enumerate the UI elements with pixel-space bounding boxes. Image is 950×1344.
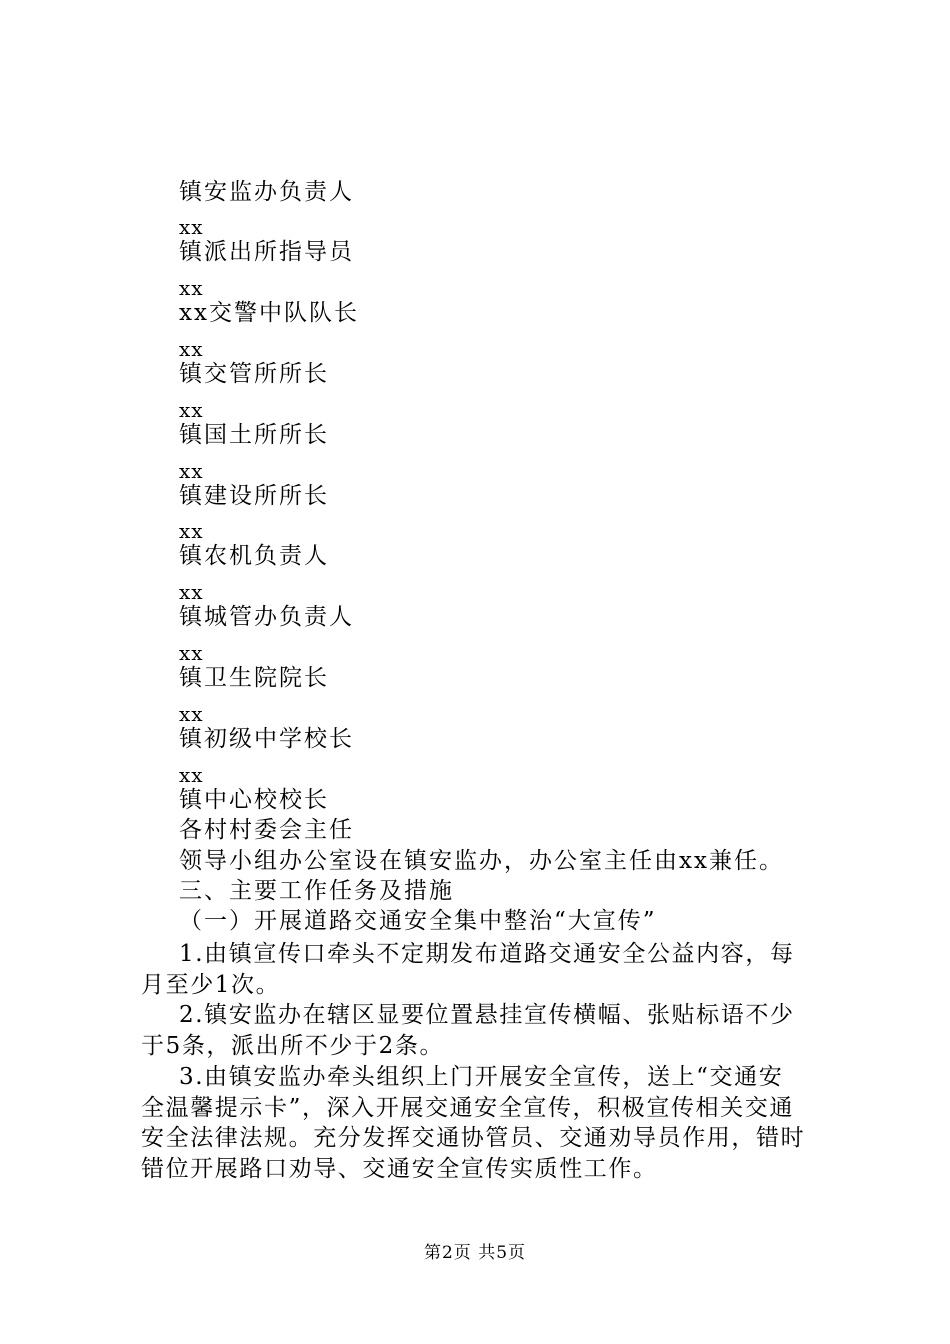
member-name: xx: [179, 763, 204, 787]
member-name: xx: [179, 459, 204, 483]
member-title: 镇中心校校长: [179, 787, 329, 813]
page-number: 第2页 共5页: [423, 1243, 527, 1263]
measure-item-1: [141, 939, 832, 1000]
member-title: 镇卫生院院长: [179, 665, 329, 691]
measure-item-3: [141, 1062, 832, 1184]
member-title: 镇建设所所长: [179, 483, 329, 509]
member-title: 镇派出所指导员: [179, 239, 354, 265]
paragraph-line: 2.镇安监办在辖区显要位置悬挂宣传横幅、张贴标语不少: [179, 1002, 795, 1028]
paragraph-line: 于5条，派出所不少于2条。: [141, 1032, 445, 1059]
office-statement: 领导小组办公室设在镇安监办，办公室主任由xx兼任。: [179, 848, 784, 874]
paragraph-line: 全温馨提示卡”，深入开展交通安全宣传，积极宣传相关交通: [141, 1094, 794, 1121]
member-title: 镇国土所所长: [179, 422, 329, 448]
section-heading: 三、主要工作任务及措施: [179, 878, 454, 904]
member-name: xx: [179, 702, 204, 726]
member-name: xx: [179, 215, 204, 239]
member-title: xx交警中队队长: [179, 300, 359, 326]
paragraph-line: 1.由镇宣传口牵头不定期发布道路交通安全公益内容，每: [179, 941, 795, 967]
member-name: xx: [179, 276, 204, 300]
member-name: xx: [179, 519, 204, 543]
paragraph-line: 月至少1次。: [141, 971, 281, 998]
member-title: 镇交管所所长: [179, 361, 329, 387]
member-title: 镇安监办负责人: [179, 179, 354, 205]
member-title: 各村村委会主任: [179, 817, 354, 843]
member-name: xx: [179, 337, 204, 361]
paragraph-line: 3.由镇安监办牵头组织上门开展安全宣传，送上“交通安: [179, 1064, 784, 1090]
member-title: 镇初级中学校长: [179, 726, 354, 752]
member-name: xx: [179, 580, 204, 604]
member-title: 镇农机负责人: [179, 543, 329, 569]
paragraph-line: 安全法律法规。充分发挥交通协管员、交通劝导员作用，错时: [141, 1125, 806, 1151]
paragraph-line: 错位开展路口劝导、交通安全宣传实质性工作。: [141, 1155, 658, 1182]
member-name: xx: [179, 398, 204, 422]
member-name: xx: [179, 641, 204, 665]
member-title: 镇城管办负责人: [179, 604, 354, 630]
measure-item-2: [141, 1000, 832, 1061]
subsection-heading: （一）开展道路交通安全集中整治“大宣传”: [179, 908, 657, 934]
